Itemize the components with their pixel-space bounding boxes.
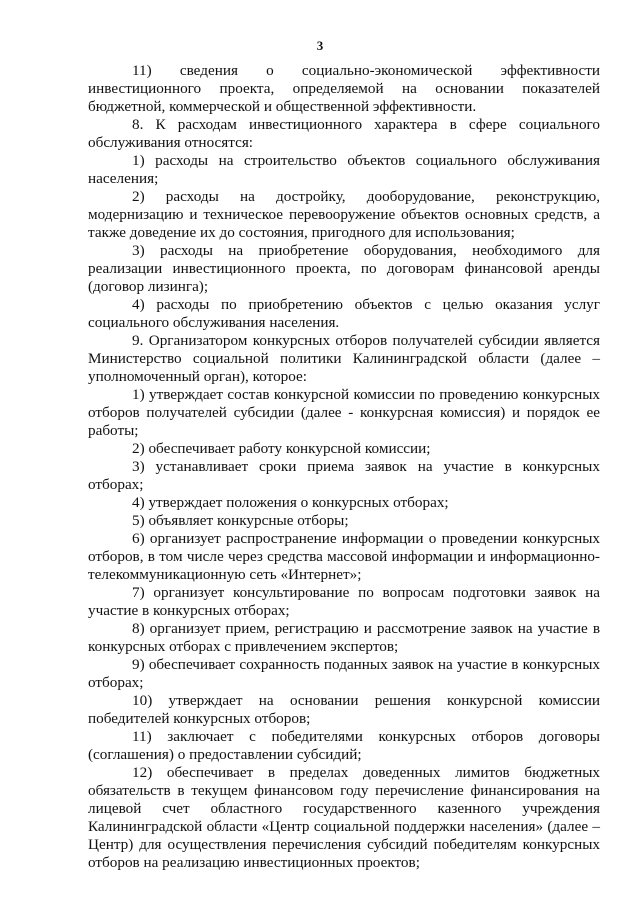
paragraph: 1) утверждает состав конкурсной комиссии по проведению конкурсных отборов получателей субсидии (далее - конкурсная комиссия) и порядок ее работы;: [88, 386, 600, 439]
paragraph: 11) заключает с победителями конкурсных отборов договоры (соглашения) о предоставлении субсидий;: [88, 728, 600, 763]
paragraph: 6) организует распространение информации о проведении конкурсных отборов, в том числе через средства массовой информации и информационно-телекоммуникационную сеть «Интернет»;: [88, 530, 600, 583]
paragraph: 3) расходы на приобретение оборудования, необходимого для реализации инвестиционного проекта, по договорам финансовой аренды (договор лизинга);: [88, 242, 600, 295]
paragraph: 11) сведения о социально-экономической эффективности инвестиционного проекта, определяемой на основании показателей бюджетной, коммерческой и общественной эффективности.: [88, 62, 600, 115]
paragraph: 4) утверждает положения о конкурсных отборах;: [132, 494, 449, 511]
paragraph: 2) обеспечивает работу конкурсной комиссии;: [132, 440, 431, 457]
paragraph: 12) обеспечивает в пределах доведенных лимитов бюджетных обязательств в текущем финансовом году перечисление финансирования на лицевой счет областного государственного казенного учреждения Калининградской области «Центр социальной поддержки населения» (далее – Центр) для осуществления перечисления субсидий победителям конкурсных отборов на реализацию инвестиционных проектов;: [88, 764, 600, 871]
paragraph: 9) обеспечивает сохранность поданных заявок на участие в конкурсных отборах;: [88, 656, 600, 691]
paragraph: 10) утверждает на основании решения конкурсной комиссии победителей конкурсных отборов;: [88, 692, 600, 727]
paragraph: 2) расходы на достройку, дооборудование, реконструкцию, модернизацию и техническое перевооружение объектов основных средств, а также доведение их до состояния, пригодного для использования;: [88, 188, 600, 241]
paragraph: 4) расходы по приобретению объектов с целью оказания услуг социального обслуживания населения.: [88, 296, 600, 331]
document-body: [88, 62, 600, 872]
paragraph: 1) расходы на строительство объектов социального обслуживания населения;: [88, 152, 600, 187]
page-number: 3: [316, 38, 324, 53]
paragraph: 7) организует консультирование по вопросам подготовки заявок на участие в конкурсных отборах;: [88, 584, 600, 619]
paragraph: 5) объявляет конкурсные отборы;: [132, 512, 349, 529]
paragraph: 8. К расходам инвестиционного характера в сфере социального обслуживания относятся:: [88, 116, 600, 151]
paragraph: 8) организует прием, регистрацию и рассмотрение заявок на участие в конкурсных отборах с привлечением экспертов;: [88, 620, 600, 655]
paragraph: 3) устанавливает сроки приема заявок на участие в конкурсных отборах;: [88, 458, 600, 493]
paragraph: 9. Организатором конкурсных отборов получателей субсидии является Министерство социальной политики Калининградской области (далее – уполномоченный орган), которое:: [88, 332, 600, 385]
